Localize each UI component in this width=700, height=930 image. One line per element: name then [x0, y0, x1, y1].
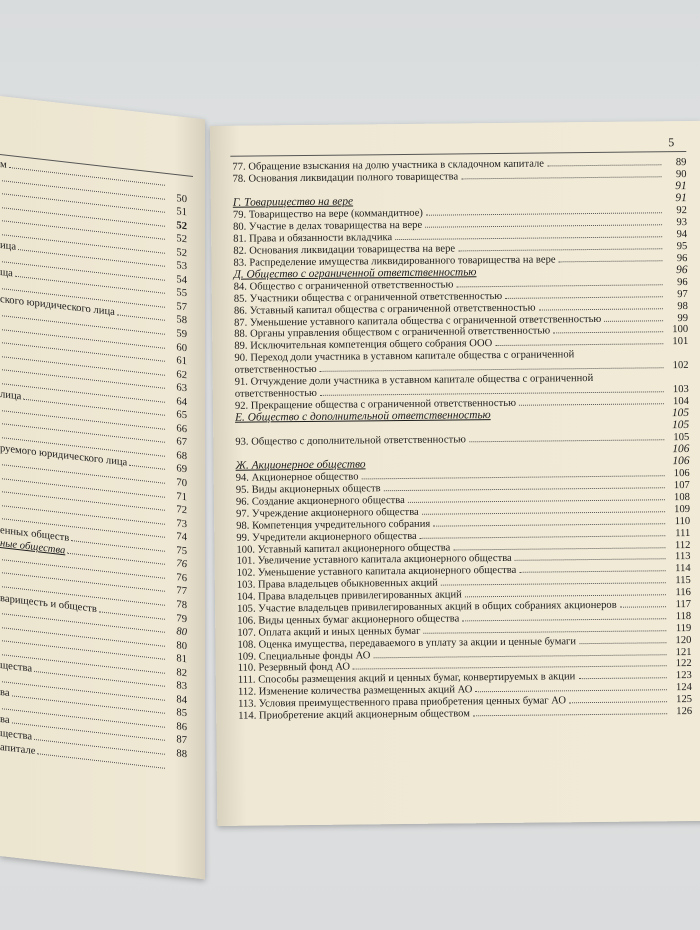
table-of-contents: [232, 157, 692, 723]
toc-entry-title: 94. Акционерное общество: [235, 471, 359, 484]
toc-entry-title: щества: [0, 660, 33, 675]
toc-entry-title: 101. Увеличение уставного капитала акционерного общества: [236, 553, 512, 568]
toc-entry-page: 106: [673, 468, 690, 480]
dot-leader: [441, 582, 666, 585]
dot-leader: [620, 606, 666, 607]
dot-leader: [469, 439, 664, 442]
dot-leader: [465, 594, 666, 597]
toc-entry-page: 123: [675, 670, 692, 682]
toc-entry-title: 97. Учреждение акционерного общества: [236, 506, 419, 520]
toc-entry-title: 85. Участники общества с ограниченной ответственностью: [233, 290, 503, 305]
toc-entry-page: 105: [673, 431, 690, 444]
toc-entry-title: 83. Распределение имущества ликвидированного товарищества на вере: [233, 254, 556, 269]
dot-leader: [604, 320, 663, 322]
toc-entry-page: 70: [176, 477, 187, 490]
toc-entry-page: 77: [176, 585, 187, 598]
toc-entry-title: 102. Уменьшение уставного капитала акционерного общества: [236, 565, 517, 580]
toc-entry-title: 82. Основания ликвидации товарищества на вере: [233, 243, 456, 257]
toc-entry-title: Е. Общество с дополнительной ответственностью: [234, 408, 491, 424]
toc-entry-page: 113: [674, 551, 691, 563]
toc-entry-page: 91: [675, 191, 687, 204]
toc-entry-page: 108: [673, 491, 690, 504]
toc-entry-title: 106. Виды ценных бумаг акционерного общества: [237, 613, 460, 627]
dot-leader: [369, 464, 665, 467]
dot-leader: [578, 678, 667, 680]
dot-leader: [553, 332, 663, 334]
toc-entry-page: 58: [176, 314, 187, 327]
toc-entry-page: 73: [176, 517, 187, 530]
toc-entry-page: 122: [675, 658, 692, 670]
toc-entry-page: 97: [677, 288, 688, 300]
toc-entry-page: 106: [672, 454, 690, 467]
dot-leader: [505, 296, 663, 299]
toc-entry-title: енных обществ: [0, 524, 70, 544]
toc-entry-page: 84: [176, 693, 187, 707]
toc-entry-page: 109: [674, 503, 691, 515]
toc-entry-title: Г. Товарищество на вере: [232, 195, 354, 209]
toc-entry-title: апитале: [0, 741, 36, 757]
toc-entry-page: 111: [675, 527, 691, 539]
toc-entry-page: 90: [675, 168, 687, 181]
toc-entry-page: 114: [675, 563, 691, 575]
toc-entry-page: 103: [672, 383, 689, 396]
toc-entry-page: 96: [677, 276, 688, 289]
toc-entry-title: м: [0, 159, 7, 171]
toc-entry-page: 96: [676, 252, 688, 264]
toc-entry-title: ные общества: [0, 538, 66, 557]
toc-entry-page: 119: [675, 622, 692, 634]
toc-entry-title: 110. Резервный фонд АО: [237, 661, 351, 675]
toc-entry-title: 96. Создание акционерного общества: [235, 494, 405, 508]
toc-entry-page: 60: [176, 341, 187, 354]
toc-entry-title: ского юридического лица: [0, 294, 115, 319]
toc-entry-page: 63: [176, 382, 187, 395]
dot-leader: [456, 284, 662, 287]
toc-entry-title: 79. Товарищество на вере (коммандитное): [232, 207, 423, 221]
toc-entry-title: 86. Уставный капитал общества с ограниченной ответственностью: [233, 302, 536, 317]
toc-entry-title: ответственностью: [234, 387, 318, 400]
toc-entry-page: 62: [176, 368, 187, 381]
dot-leader: [320, 367, 664, 372]
toc-entry-title: 98. Компетенция учредительного собрания: [236, 518, 431, 532]
toc-entry-title: 104. Права владельцев привилегированных акций: [236, 589, 462, 603]
toc-entry-title: 100. Уставный капитал акционерного общества: [236, 542, 451, 556]
toc-entry-page: 112: [674, 539, 691, 551]
dot-leader: [479, 273, 662, 275]
toc-entry-title: 111. Способы размещения акций и ценных бумаг, конвертируемых в акции: [237, 671, 576, 687]
toc-entry-page: 71: [176, 490, 187, 503]
toc-entry-title: лица: [0, 389, 22, 403]
toc-entry-title: 114. Приобретение акций акционерным обществом: [238, 708, 471, 722]
toc-entry-page: 85: [176, 707, 187, 720]
dot-leader: [356, 201, 662, 204]
toc-entry-page: 88: [176, 748, 187, 761]
toc-entry-title: варищесть и обществ: [0, 592, 97, 615]
toc-entry-page: 100: [672, 324, 689, 336]
dot-leader: [426, 212, 662, 215]
toc-entry-title: 92. Прекращение общества с ограниченной ответственностью: [234, 397, 517, 412]
dot-leader: [453, 547, 665, 550]
toc-entry-page: 55: [176, 287, 187, 300]
toc-entry-page: 110: [674, 515, 691, 527]
dot-leader: [384, 487, 665, 491]
toc-entry-page: 76: [176, 571, 187, 585]
dot-leader: [373, 654, 666, 658]
dot-leader: [129, 465, 165, 470]
dot-leader: [353, 666, 667, 670]
toc-entry-title: 88. Органы управления обществом с ограниченной ответственностью: [234, 325, 551, 341]
toc-entry-title: 95. Виды акционерных обществ: [235, 483, 381, 496]
toc-entry-page: 106: [672, 442, 690, 456]
toc-entry-page: 107: [673, 480, 690, 492]
toc-entry-title: 81. Права и обязанности вкладчика: [233, 231, 393, 245]
toc-entry-page: 76: [176, 558, 187, 571]
toc-entry-page: 69: [176, 463, 187, 476]
toc-entry-title: 87. Уменьшение уставного капитала общества с ограниченной ответственностью: [234, 313, 602, 329]
toc-entry-page: 87: [176, 734, 187, 747]
toc-entry-title: Д. Общество с ограниченной ответственностью: [233, 265, 477, 281]
toc-entry-page: 82: [176, 666, 187, 679]
toc-entry-title: ва: [0, 687, 10, 700]
toc-entry-page: 98: [677, 300, 688, 312]
toc-entry-page: 52: [176, 233, 187, 246]
dot-leader: [473, 713, 667, 716]
toc-entry-page: 115: [675, 575, 691, 587]
right-page: [210, 121, 700, 826]
toc-entry-page: 78: [176, 599, 187, 612]
toc-entry-page: 86: [176, 720, 187, 734]
toc-entry-page: 61: [176, 355, 187, 368]
toc-entry-page: 126: [676, 705, 693, 718]
toc-entry-title: ва: [0, 714, 10, 727]
toc-entry-page: 102: [672, 360, 689, 372]
toc-entry-page: 57: [176, 301, 187, 314]
toc-entry-page: [167, 769, 187, 771]
toc-entry-page: 53: [176, 260, 187, 273]
toc-entry-page: 65: [176, 409, 187, 422]
toc-entry-page: 80: [176, 639, 187, 652]
dot-leader: [495, 344, 663, 347]
toc-entry-title: 77. Обращение взыскания на долю участника в складочном капитале: [232, 158, 545, 173]
toc-entry-title: 113. Условия преимущественного права приобретения ценных бумаг АО: [237, 695, 567, 710]
dot-leader: [462, 618, 666, 621]
toc-entry-title: Ж. Акционерное общество: [235, 458, 366, 472]
dot-leader: [425, 224, 662, 227]
toc-entry-title: щества: [0, 727, 33, 743]
toc-entry-title: 91. Отчуждение доли участника в уставном капитале общества с ограниченной: [234, 373, 594, 388]
toc-entry-title: ответственностью: [234, 364, 317, 376]
toc-entry-page: 120: [675, 634, 692, 646]
dot-leader: [433, 523, 665, 526]
dot-leader: [475, 689, 667, 692]
toc-entry-page: 68: [176, 450, 187, 463]
toc-entry-page: 105: [672, 419, 690, 432]
toc-entry-page: 93: [676, 216, 688, 229]
left-toc: [0, 158, 187, 775]
toc-entry-page: 80: [176, 626, 187, 639]
toc-entry-title: 90. Переход доли участника в уставном капитале общества с ограниченной: [234, 349, 575, 365]
toc-entry-page: 89: [675, 157, 687, 169]
toc-entry-title: ица: [0, 240, 17, 254]
dot-leader: [559, 260, 663, 262]
dot-leader: [519, 571, 665, 574]
toc-entry-page: 83: [176, 680, 187, 693]
dot-leader: [458, 248, 662, 251]
toc-entry-page: 54: [176, 273, 187, 287]
toc-entry-page: 51: [176, 206, 187, 219]
toc-entry-page: 72: [176, 504, 187, 517]
dot-leader: [569, 701, 667, 703]
dot-leader: [579, 642, 666, 644]
dot-leader: [494, 416, 664, 418]
toc-entry-page: 94: [676, 228, 688, 240]
toc-entry-page: 92: [676, 205, 687, 217]
toc-entry-page: 96: [676, 263, 688, 276]
dot-leader: [420, 535, 666, 539]
toc-entry-page: 116: [675, 587, 691, 599]
toc-entry-page: 105: [671, 406, 690, 419]
toc-entry-page: 52: [176, 219, 187, 232]
toc-entry-title: 107. Оплата акций и иных ценных бумаг: [237, 625, 421, 639]
toc-entry-title: 80. Участие в делах товарищества на вере: [233, 219, 423, 233]
toc-entry-title: 108. Оценка имущества, передаваемого в уплату за акции и ценные бумаги: [237, 635, 577, 651]
dot-leader: [423, 630, 666, 634]
toc-entry-page: 59: [176, 328, 187, 341]
dot-leader: [320, 391, 664, 396]
toc-entry-title: 112. Изменение количества размещенных акций АО: [237, 684, 473, 698]
left-page: [0, 96, 205, 879]
dot-leader: [408, 499, 665, 503]
dot-leader: [422, 511, 665, 515]
toc-entry-page: 52: [176, 246, 187, 260]
toc-entry-page: 118: [675, 610, 692, 622]
header-rule: [230, 151, 686, 157]
toc-entry-title: 99. Учредители акционерного общества: [236, 530, 417, 544]
toc-entry-page: 66: [176, 422, 187, 436]
toc-entry-page: 74: [176, 531, 187, 544]
toc-entry-page: 104: [672, 395, 689, 407]
toc-entry-title: руемого юридического лица: [0, 443, 128, 469]
dot-leader: [539, 308, 663, 310]
dot-leader: [461, 176, 661, 179]
toc-entry-title: 78. Основания ликвидации полного товарищества: [232, 171, 459, 185]
dot-leader: [395, 236, 662, 240]
dot-leader: [362, 475, 665, 479]
toc-entry-page: 101: [672, 336, 689, 348]
toc-entry-title: 93. Общество с дополнительной ответственностью: [235, 434, 466, 448]
toc-entry-page: 67: [176, 436, 187, 449]
toc-entry-page: 125: [676, 694, 693, 706]
toc-entry-title: 109. Специальные фонды АО: [237, 649, 371, 663]
toc-entry-page: 79: [176, 612, 187, 625]
toc-entry-title: 103. Права владельцев обыкновенных акций: [236, 577, 438, 591]
toc-entry-page: 124: [675, 682, 692, 694]
toc-entry-page: 91: [675, 179, 687, 192]
dot-leader: [547, 164, 661, 166]
toc-entry-page: [167, 186, 187, 188]
page-number: 5: [668, 135, 675, 150]
toc-entry-title: ща: [0, 267, 13, 280]
dot-leader: [519, 403, 664, 406]
toc-entry-page: 95: [676, 240, 688, 252]
toc-entry-title: 105. Участие владельцев привилегированных акций в общих собраниях акционеров: [237, 599, 617, 615]
toc-entry-page: 117: [675, 598, 692, 611]
toc-entry-page: 99: [677, 312, 689, 324]
toc-entry-page: 121: [675, 646, 692, 658]
toc-entry-title: 89. Исключительная компетенция общего собрания ООО: [234, 338, 493, 353]
toc-entry-page: 64: [176, 395, 187, 409]
toc-entry-page: 75: [176, 544, 187, 558]
dot-leader: [515, 559, 666, 562]
toc-entry-page: 50: [176, 192, 187, 205]
toc-entry-title: 84. Общество с ограниченной ответственностью: [233, 279, 454, 293]
toc-entry-page: 81: [176, 653, 187, 666]
